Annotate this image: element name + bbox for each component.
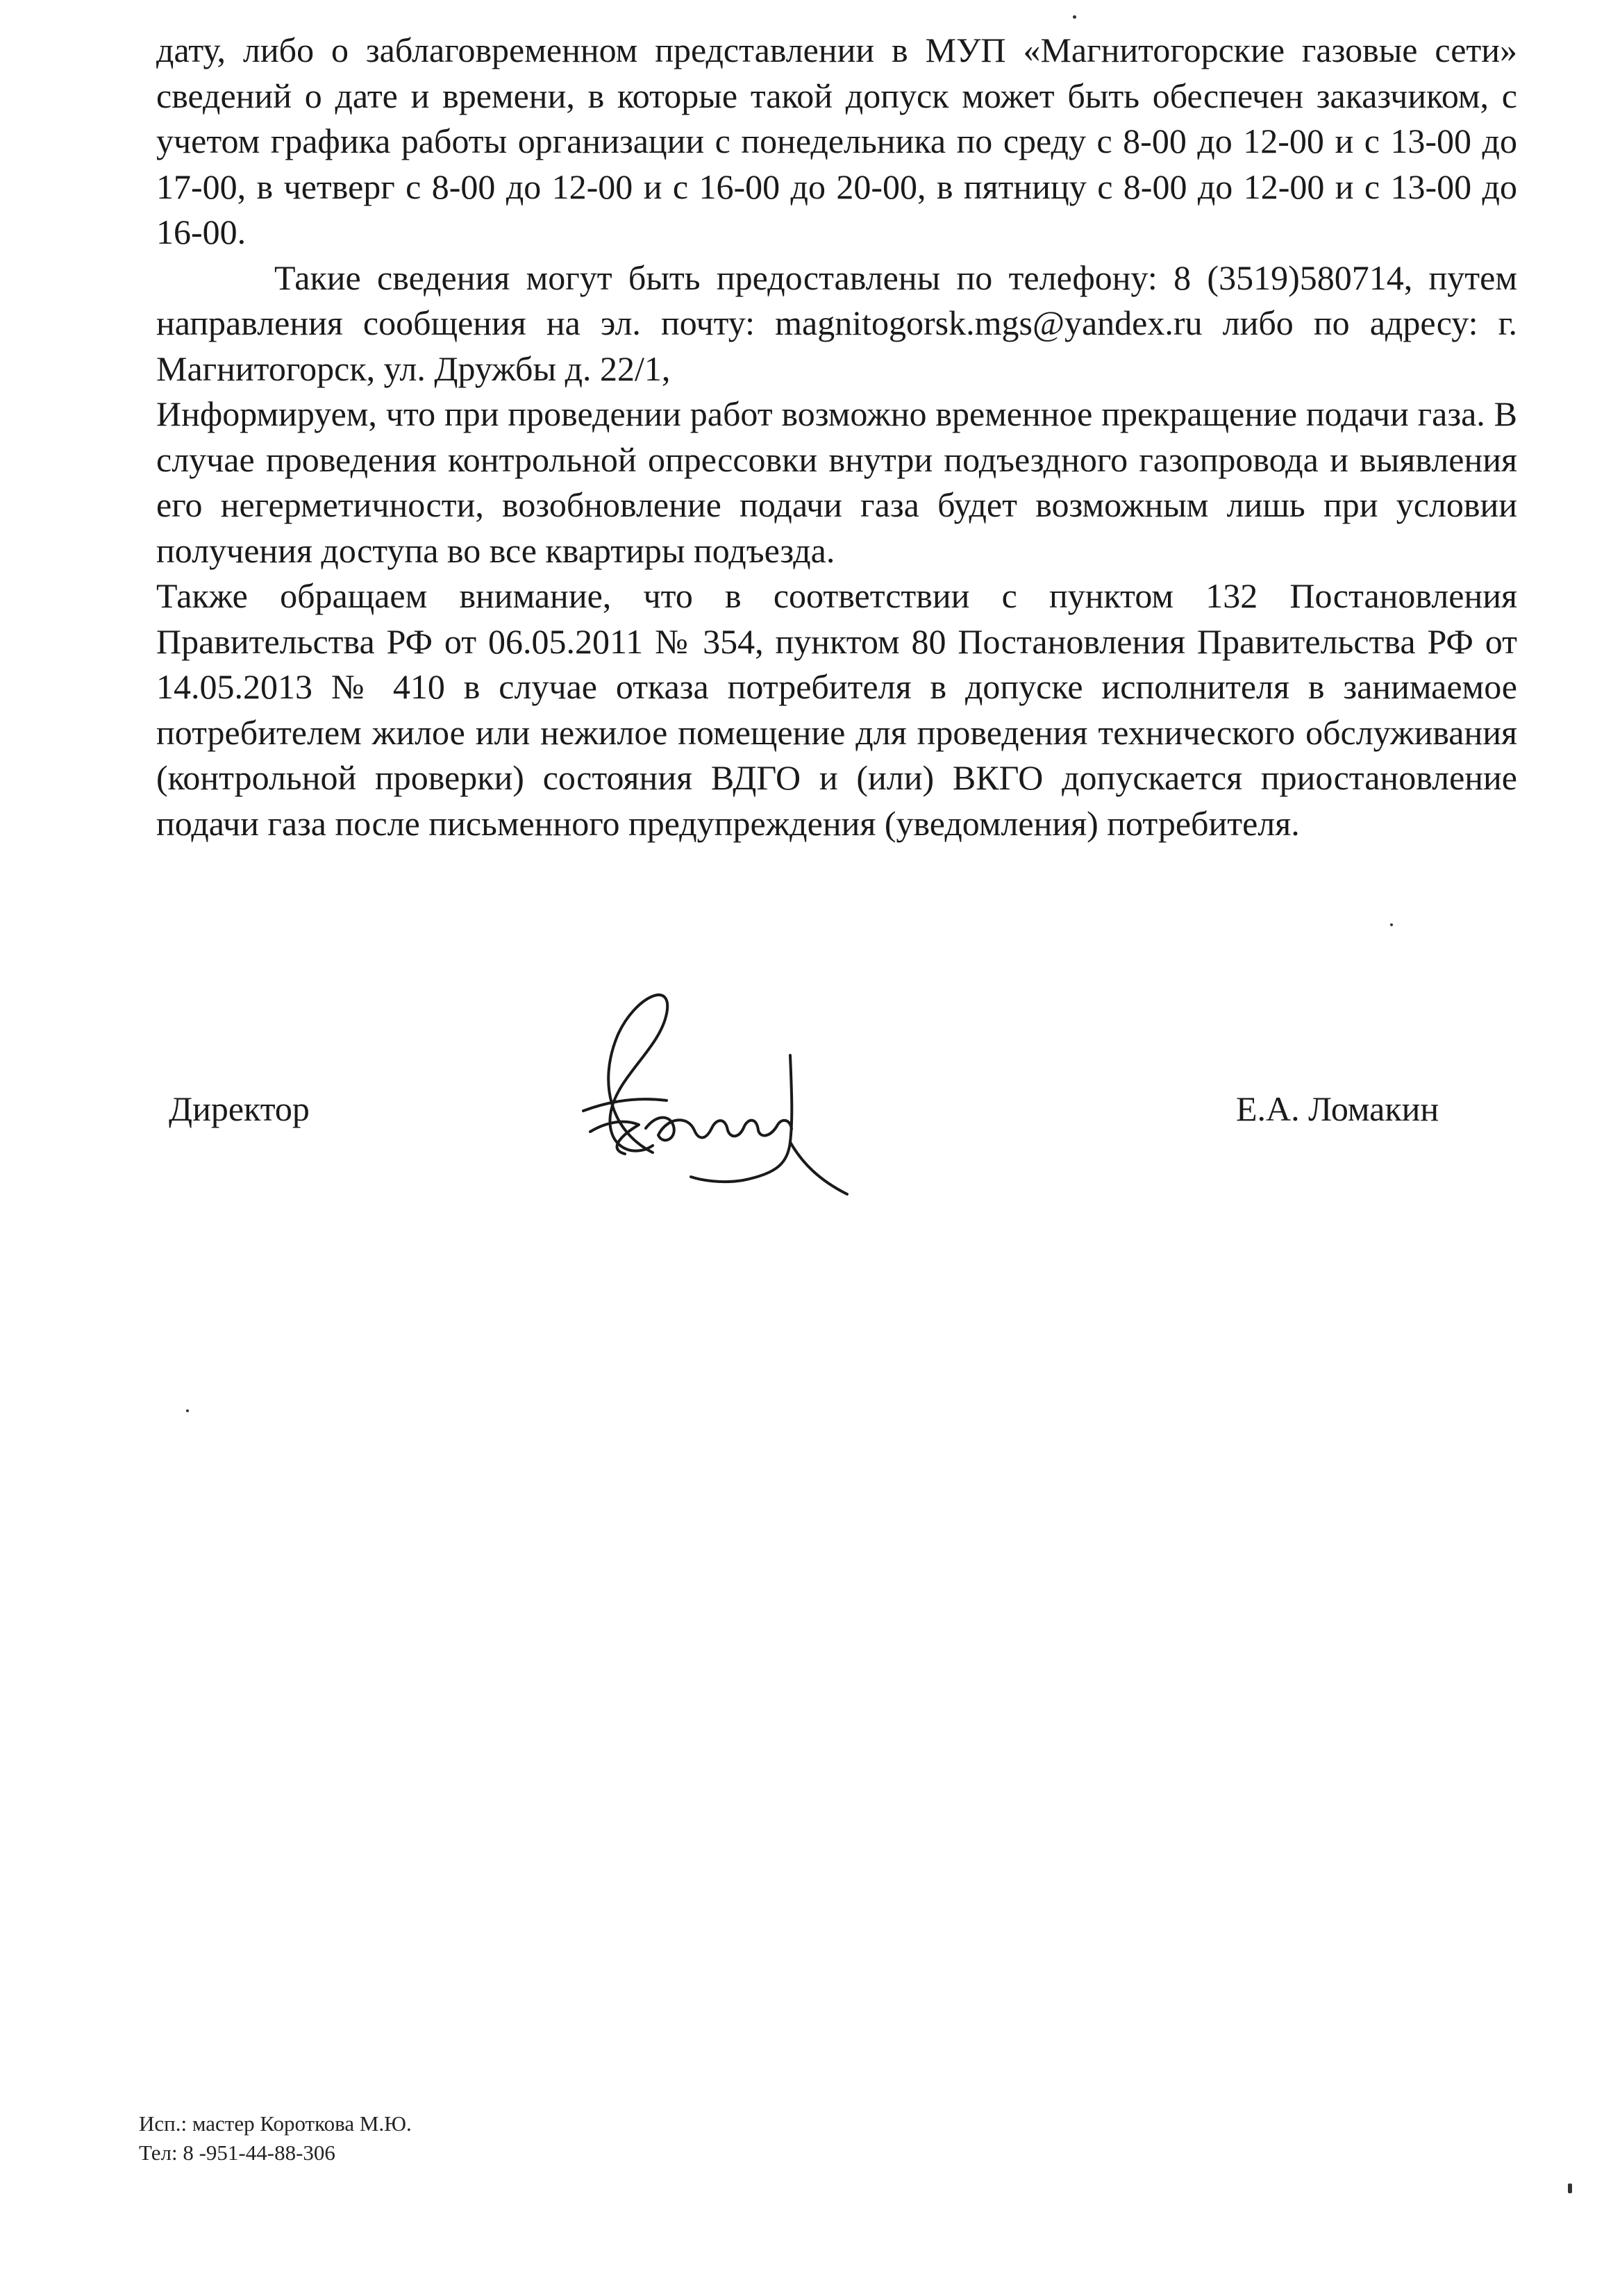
scan-speck (1073, 15, 1076, 19)
paragraph-schedule: дату, либо о заблаговременном представлении в МУП «Магнитогорские газовые сети» сведений о дате и времени, в которые такой допуск может быть обеспечен заказчиком, с учетом графика работы организации с понедельника по среду с 8-00 до 12-00 и с 13-00 до 17-00, в четверг с 8-00 до 12-00 и с 16-00 до 20-00, в пятницу с 8-00 до 12-00 и с 13-00 до 16-00. (156, 31, 1517, 251)
paragraph-legal-notice: Также обращаем внимание, что в соответствии с пунктом 132 Постановления Правительства РФ от 06.05.2011 № 354, пунктом 80 Постановления Правительства РФ от 14.05.2013 № 410 в случае отказа потребителя в допуске исполнителя в занимаемое потребителем жилое или нежилое помещение для проведения технического обслуживания (контрольной проверки) состояния ВДГО и (или) ВКГО допускается приостановление подачи газа после письменного предупреждения (уведомления) потребителя. (156, 576, 1517, 843)
executor-phone-line: Тел: 8 -951-44-88-306 (139, 2140, 335, 2165)
executor-line: Исп.: мастер Короткова М.Ю. (139, 2111, 412, 2136)
footer-executor-info (139, 2109, 412, 2168)
signer-name: Е.А. Ломакин (1236, 1089, 1439, 1128)
letter-body (156, 28, 1517, 846)
paragraph-contacts: Такие сведения могут быть предоставлены по телефону: 8 (3519)580714, путем направления сообщения на эл. почту: magnitogorsk.mgs@yandex.ru либо по адресу: г. Магнитогорск, ул. Дружбы д. 22/1, (156, 258, 1517, 388)
handwritten-signature (569, 972, 861, 1222)
scan-speck (1390, 923, 1393, 926)
paragraph-gas-supply: Информируем, что при проведении работ возможно временное прекращение подачи газа. В случае проведения контрольной опрессовки внутри подъездного газопровода и выявления его негерметичности, возобновление подачи газа будет возможным лишь при условии получения доступа во все квартиры подъезда. (156, 394, 1517, 570)
scan-speck (186, 1409, 189, 1412)
signer-position: Директор (169, 1089, 310, 1128)
scan-speck (1568, 2184, 1572, 2193)
